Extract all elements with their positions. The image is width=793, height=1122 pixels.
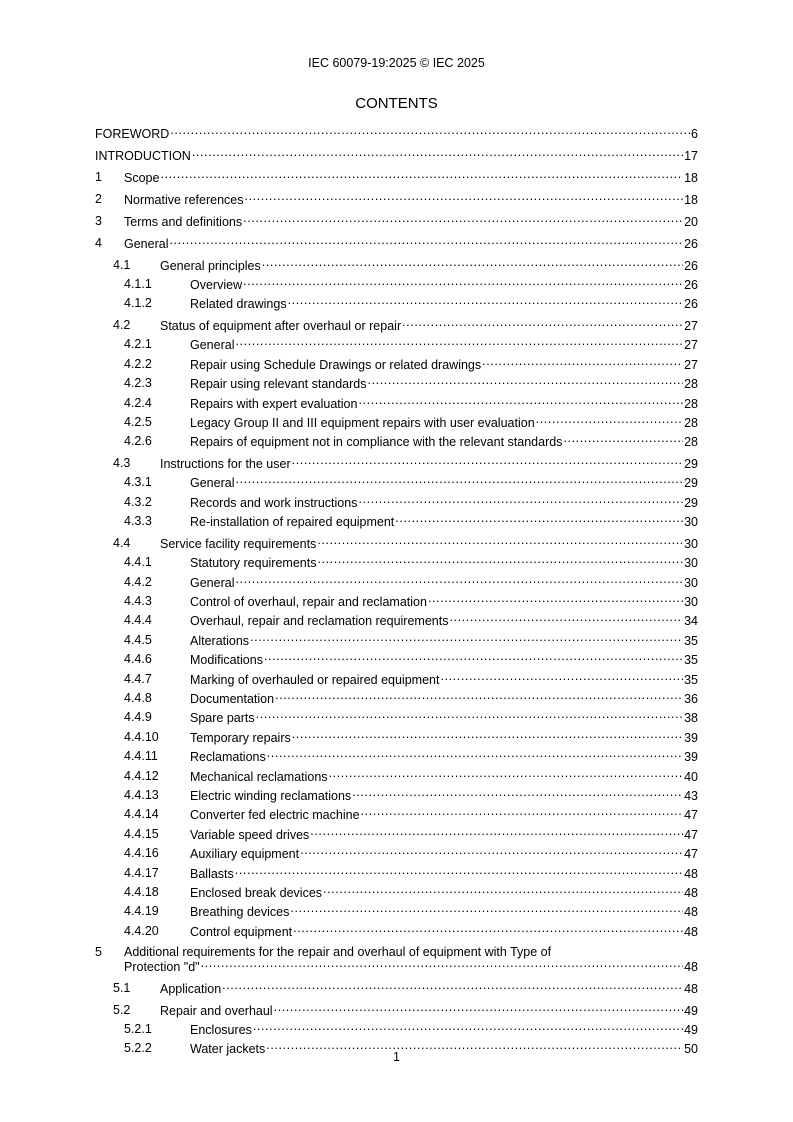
- toc-entry-title: Application: [160, 981, 222, 996]
- toc-entry-page: 18: [684, 171, 698, 185]
- toc-entry-page: 29: [684, 457, 698, 472]
- toc-entry-page: 27: [684, 357, 698, 372]
- toc-entry-number: 4.4.3: [124, 594, 152, 608]
- toc-entry-page: 47: [684, 808, 698, 823]
- toc-entry-title: Variable speed drives: [190, 827, 310, 842]
- dot-leader: [440, 670, 683, 684]
- toc-entry-page: 26: [684, 237, 698, 251]
- toc-entry-page: 48: [684, 866, 698, 881]
- toc-entry-title: Repair using relevant standards: [190, 377, 367, 392]
- dot-leader: [250, 631, 683, 645]
- dot-leader: [235, 473, 683, 487]
- dot-leader: [262, 256, 683, 270]
- toc-entry-number: 4.4.14: [124, 807, 159, 822]
- toc-entry-number: 4.4.6: [124, 652, 152, 667]
- toc-entry-title: Mechanical reclamations: [190, 769, 328, 784]
- toc-entry-number: 4.4.5: [124, 632, 152, 647]
- toc-entry-page: 48: [684, 981, 698, 996]
- toc-entry-page: 28: [684, 435, 698, 450]
- toc-entry-title: Modifications: [190, 653, 263, 668]
- toc-entry-page: 48: [684, 959, 698, 974]
- dot-leader: [253, 1020, 683, 1034]
- dot-leader: [361, 805, 684, 819]
- toc-entry-page: 30: [684, 537, 698, 552]
- dot-leader: [290, 902, 683, 916]
- toc-entry-page: 43: [684, 789, 698, 803]
- toc-entry-title: Enclosed break devices: [190, 886, 323, 900]
- toc-entry-page: 38: [684, 711, 698, 726]
- toc-entry-title: General principles: [160, 259, 261, 273]
- toc-entry-number: 4.3: [113, 456, 131, 471]
- toc-entry-page: 26: [684, 297, 698, 312]
- toc-entry-title: Converter fed electric machine: [190, 808, 360, 823]
- toc-entry-number: 5.2.1: [124, 1021, 152, 1036]
- toc-entry-title: Service facility requirements: [160, 537, 317, 552]
- toc-entry-title: Legacy Group II and III equipment repairs with user evaluation: [190, 416, 535, 430]
- toc-entry-title: General: [124, 237, 169, 251]
- toc-entry-page: 30: [684, 515, 698, 530]
- toc-entry-number: 4.3.1: [124, 475, 152, 490]
- toc-entry-number: 4.2.5: [124, 415, 152, 429]
- toc-entry-number: 4.1.2: [124, 296, 152, 311]
- toc-entry-number: 4.4.2: [124, 574, 152, 589]
- toc-entry-title: Overview: [190, 278, 243, 292]
- toc-entry-number: 4.4.19: [124, 904, 159, 919]
- toc-entry-page: 26: [684, 259, 698, 273]
- dot-leader: [292, 728, 683, 742]
- toc-entry-title: Breathing devices: [190, 905, 290, 920]
- toc-entry-page: 49: [684, 1022, 698, 1037]
- toc-entry-number: 4.2.6: [124, 434, 152, 449]
- toc-entry-number: 4.1.1: [124, 277, 152, 291]
- toc-entry-title: Auxiliary equipment: [190, 847, 300, 862]
- dot-leader: [170, 124, 690, 138]
- toc-entry-number: 4.2.1: [124, 337, 152, 352]
- dot-leader: [267, 747, 683, 761]
- toc-entry-number: 4.4.1: [124, 555, 152, 570]
- toc-entry-title: Instructions for the user: [160, 457, 291, 472]
- toc-entry-title: Temporary repairs: [190, 730, 291, 745]
- toc-entry-title: Alterations: [190, 633, 250, 648]
- toc-entry-page: 26: [684, 278, 698, 292]
- toc-entry-title: Repair using Schedule Drawings or related drawings: [190, 357, 482, 372]
- toc-entry-number: 5.1: [113, 980, 131, 995]
- toc-entry-page: 28: [684, 377, 698, 392]
- toc-entry-page: 36: [684, 692, 698, 706]
- toc-entry-title: Electric winding reclamations: [190, 789, 352, 803]
- toc-entry-number: 5: [95, 944, 102, 959]
- toc-entry-title: Control equipment: [190, 924, 293, 939]
- dot-leader: [169, 234, 683, 248]
- toc-entry-title: Control of overhaul, repair and reclamation: [190, 595, 427, 609]
- toc-entry-title: Protection "d": [124, 959, 200, 974]
- dot-leader: [201, 957, 684, 971]
- toc-entry-number: 4.3.3: [124, 514, 152, 529]
- toc-entry-number: 4.4.4: [124, 613, 152, 628]
- dot-leader: [275, 689, 683, 703]
- toc-entry-page: 20: [684, 215, 698, 229]
- toc-entry-number: 1: [95, 170, 102, 184]
- dot-leader: [300, 844, 683, 858]
- toc-entry-title: Reclamations: [190, 750, 266, 765]
- toc-entry-title: Enclosures: [190, 1022, 252, 1037]
- toc-entry-page: 17: [684, 149, 698, 163]
- toc-entry-page: 50: [684, 1042, 698, 1057]
- page-number: 1: [393, 1050, 400, 1064]
- dot-leader: [274, 1001, 684, 1015]
- toc-entry-number: 2: [95, 192, 102, 206]
- toc-entry-title: Ballasts: [190, 866, 234, 881]
- toc-entry-page: 39: [684, 750, 698, 765]
- toc-entry-page: 47: [684, 827, 698, 842]
- toc-entry-page: 29: [684, 495, 698, 510]
- toc-entry-page: 34: [684, 614, 698, 629]
- toc-entry-number: 4.1: [113, 258, 131, 272]
- dot-leader: [293, 922, 683, 936]
- toc-entry-page: 30: [684, 595, 698, 609]
- toc-entry-title: Re-installation of repaired equipment: [190, 515, 395, 530]
- toc-entry-title: Additional requirements for the repair and overhaul of equipment with Type of: [124, 944, 552, 959]
- toc-entry-title: Scope: [124, 171, 160, 185]
- dot-leader: [222, 979, 683, 993]
- toc-entry-page: 49: [684, 1003, 698, 1018]
- toc-entry-number: 4.4.18: [124, 885, 159, 899]
- toc-entry-number: 4.4.8: [124, 691, 152, 705]
- dot-leader: [160, 168, 683, 182]
- toc-entry-title: Repair and overhaul: [160, 1003, 273, 1018]
- dot-leader: [323, 883, 683, 897]
- toc-entry-number: 4.2.3: [124, 376, 152, 391]
- toc-entry-title: FOREWORD: [95, 127, 170, 141]
- toc-entry-title: INTRODUCTION: [95, 149, 191, 163]
- dot-leader: [310, 825, 683, 839]
- dot-leader: [428, 592, 683, 606]
- toc-entry-title: Spare parts: [190, 711, 255, 726]
- toc-entry-title: General: [190, 575, 235, 590]
- toc-entry-page: 27: [684, 319, 698, 334]
- dot-leader: [235, 573, 683, 587]
- toc-entry-page: 35: [684, 653, 698, 668]
- toc-entry-title: General: [190, 476, 235, 491]
- toc-entry-number: 3: [95, 214, 102, 228]
- toc-entry-title: Repairs with expert evaluation: [190, 396, 358, 411]
- toc-entry-number: 4.4.20: [124, 923, 159, 938]
- contents-title: CONTENTS: [355, 95, 438, 112]
- toc-entry-title: Records and work instructions: [190, 495, 358, 510]
- toc-entry-number: 4.4: [113, 536, 131, 551]
- toc-entry-page: 28: [684, 416, 698, 430]
- dot-leader: [563, 432, 683, 446]
- toc-entry-title: Status of equipment after overhaul or repair: [160, 319, 402, 334]
- toc-entry-page: 28: [684, 396, 698, 411]
- toc-entry-number: 4.4.16: [124, 846, 159, 861]
- toc-entry-title: Normative references: [124, 193, 244, 207]
- dot-leader: [358, 394, 683, 408]
- toc-entry-page: 30: [684, 556, 698, 571]
- toc-entry-number: 4.2: [113, 318, 131, 333]
- toc-entry-page: 18: [684, 193, 698, 207]
- dot-leader: [288, 294, 684, 308]
- toc-entry-page: 47: [684, 847, 698, 862]
- dot-leader: [402, 316, 683, 330]
- toc-entry-number: 4.4.9: [124, 710, 152, 725]
- dot-leader: [264, 650, 683, 664]
- toc-entry-number: 4.4.17: [124, 865, 159, 880]
- dot-leader: [317, 534, 683, 548]
- toc-entry-title: Terms and definitions: [124, 215, 243, 229]
- toc-entry-page: 6: [691, 127, 698, 141]
- dot-leader: [368, 374, 684, 388]
- toc-entry-number: 4.3.2: [124, 494, 152, 509]
- toc-entry-title: Related drawings: [190, 297, 287, 312]
- toc-entry-number: 4.4.10: [124, 729, 159, 744]
- toc-entry-number: 4.4.13: [124, 788, 159, 802]
- dot-leader: [235, 335, 683, 349]
- toc-entry-title: Marking of overhauled or repaired equipment: [190, 672, 440, 687]
- dot-leader: [395, 512, 683, 526]
- toc-entry-page: 35: [684, 672, 698, 687]
- dot-leader: [235, 864, 683, 878]
- toc-entry-number: 4.2.2: [124, 356, 152, 371]
- toc-entry-number: 4.2.4: [124, 395, 152, 410]
- toc-entry-number: 4: [95, 236, 102, 250]
- toc-entry-page: 30: [684, 575, 698, 590]
- dot-leader: [292, 454, 683, 468]
- toc-entry-title: Repairs of equipment not in compliance with the relevant standards: [190, 435, 563, 450]
- dot-leader: [192, 146, 683, 160]
- dot-leader: [352, 786, 683, 800]
- toc-entry-page: 48: [684, 924, 698, 939]
- toc-entry-page: 29: [684, 476, 698, 491]
- dot-leader: [256, 708, 683, 722]
- toc-entry-number: 4.4.15: [124, 826, 159, 841]
- toc-entry-page: 39: [684, 730, 698, 745]
- toc-entry-number: 4.4.11: [124, 749, 158, 764]
- toc-entry-page: 48: [684, 905, 698, 920]
- toc-entry-page: 27: [684, 338, 698, 353]
- toc-entry-title: Water jackets: [190, 1042, 266, 1057]
- dot-leader: [317, 553, 683, 567]
- toc-entry-number: 5.2.2: [124, 1041, 152, 1056]
- toc-entry-title: General: [190, 338, 235, 353]
- toc-entry-number: 5.2: [113, 1002, 131, 1017]
- toc-entry-title: Documentation: [190, 692, 275, 706]
- dot-leader: [358, 493, 683, 507]
- toc-entry-page: 40: [684, 769, 698, 784]
- dot-leader: [243, 212, 683, 226]
- toc-entry-page: 35: [684, 633, 698, 648]
- toc-entry-title: Overhaul, repair and reclamation requirements: [190, 614, 449, 629]
- document-header: IEC 60079-19:2025 © IEC 2025: [308, 56, 485, 70]
- toc-entry-page: 48: [684, 886, 698, 900]
- toc-entry-number: 4.4.12: [124, 768, 159, 783]
- dot-leader: [245, 190, 684, 204]
- toc-entry-number: 4.4.7: [124, 671, 152, 686]
- dot-leader: [449, 611, 683, 625]
- toc-entry-title: Statutory requirements: [190, 556, 317, 571]
- dot-leader: [243, 275, 683, 289]
- dot-leader: [329, 767, 684, 781]
- dot-leader: [536, 413, 683, 427]
- dot-leader: [482, 355, 683, 369]
